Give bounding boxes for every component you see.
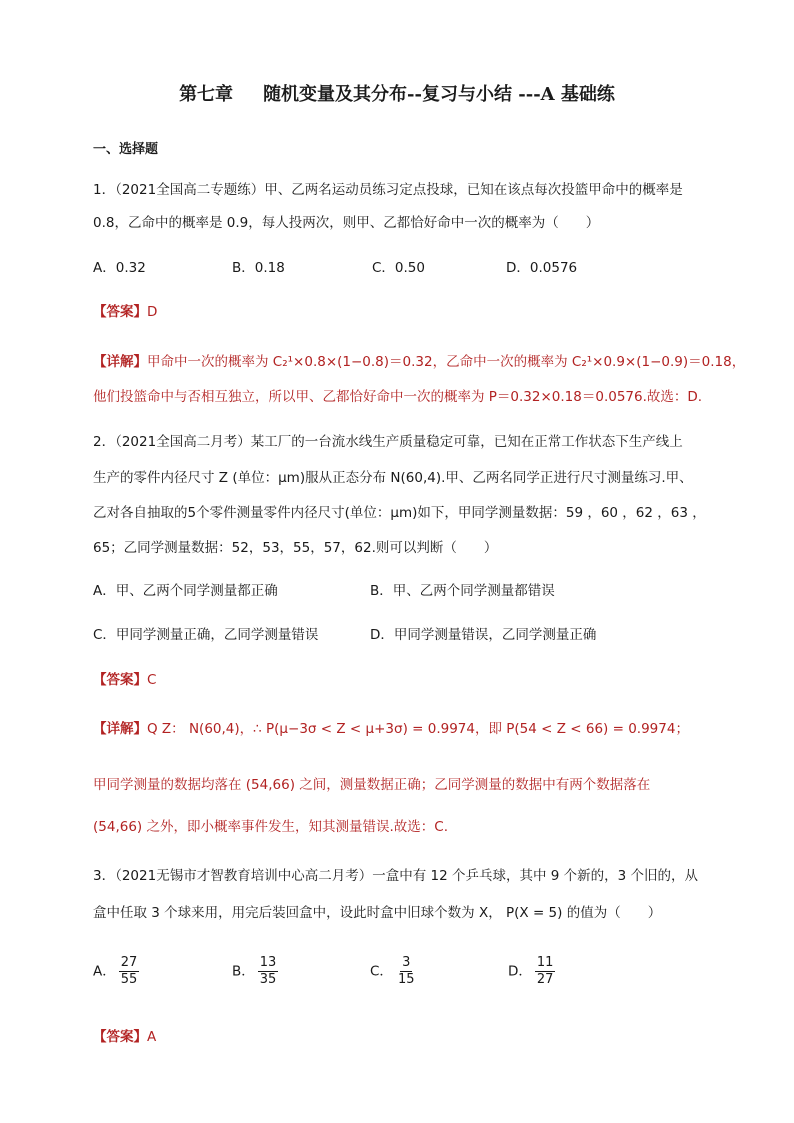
answer-tag: 【答案】 — [93, 1029, 147, 1045]
option-label: B． — [232, 963, 255, 980]
q2-answer — [93, 668, 156, 688]
chapter-label: 第七章 — [179, 84, 234, 105]
answer-tag: 【答案】 — [93, 672, 147, 688]
fraction-numerator: 11 — [536, 955, 554, 970]
q3-option-a — [93, 955, 139, 988]
q2-detail-line2: 甲同学测量的数据均落在 (54,66) 之间，测量数据正确；乙同学测量的数据中有两个数据落在 — [93, 777, 651, 793]
q3-option-d — [508, 955, 555, 988]
option-label: A． — [93, 963, 116, 980]
q3-answer — [93, 1025, 156, 1045]
q3-stem-line1: 3．（2021无锡市才智教育培训中心高二月考）一盒中有 12 个乒乓球，其中 9 个新的，3 个旧的，从 — [93, 868, 699, 884]
q2-detail-line1 — [93, 717, 689, 737]
option-fraction — [535, 955, 556, 988]
answer-tag: 【答案】 — [93, 304, 147, 320]
fraction-denominator: 55 — [120, 972, 138, 987]
q2-option-a: A．甲、乙两个同学测量都正确 — [93, 583, 278, 599]
q2-option-d: D．甲同学测量错误，乙同学测量正确 — [370, 627, 597, 643]
q2-stem-line4: 65；乙同学测量数据：52，53，55，57，62.则可以判断（ ） — [93, 540, 498, 556]
detail-text: 甲命中一次的概率为 C₂¹×0.8×(1−0.8)＝0.32，乙命中一次的概率为 C₂¹×0.9×(1−0.9)＝0.18， — [147, 354, 746, 370]
option-fraction — [119, 955, 140, 988]
fraction-numerator: 3 — [402, 955, 411, 970]
option-label: D． — [508, 963, 532, 980]
q1-detail-line1 — [93, 350, 745, 370]
chapter-topic: 随机变量及其分布--复习与小结 ---A 基础练 — [263, 84, 615, 105]
fraction-denominator: 35 — [259, 972, 277, 987]
section-heading: 一、选择题 — [93, 142, 159, 157]
q1-option-c: C．0.50 — [372, 260, 425, 276]
q1-stem-line1: 1．（2021全国高二专题练）甲、乙两名运动员练习定点投球，已知在该点每次投篮甲命中的概率是 — [93, 182, 683, 198]
q2-detail-line3: (54,66) 之外，即小概率事件发生，知其测量错误.故选：C. — [93, 819, 448, 835]
q1-option-d: D．0.0576 — [506, 260, 578, 276]
q2-option-c: C．甲同学测量正确，乙同学测量错误 — [93, 627, 319, 643]
q2-option-b: B．甲、乙两个同学测量都错误 — [370, 583, 555, 599]
q3-stem-line2: 盒中任取 3 个球来用，用完后装回盒中，设此时盒中旧球个数为 X， P(X = 5) 的值为（ ） — [93, 905, 662, 921]
q1-option-b: B．0.18 — [232, 260, 285, 276]
detail-text: Q Z： N(60,4)，∴ P(μ−3σ < Z < μ+3σ) = 0.9974，即 P(54 < Z < 66) = 0.9974； — [147, 721, 689, 737]
q2-stem-line2: 生产的零件内径尺寸 Z (单位：μm)服从正态分布 N(60,4).甲、乙两名同学正进行尺寸测量练习.甲、 — [93, 470, 693, 486]
answer-value: C — [147, 672, 157, 688]
q1-option-a: A．0.32 — [93, 260, 146, 276]
option-fraction — [258, 955, 279, 988]
q1-stem-line2: 0.8，乙命中的概率是 0.9，每人投两次，则甲、乙都恰好命中一次的概率为（ ） — [93, 215, 600, 231]
answer-value: A — [147, 1029, 157, 1045]
page-title — [0, 80, 794, 106]
fraction-denominator: 27 — [536, 972, 554, 987]
q3-option-b — [232, 955, 278, 988]
q1-answer — [93, 300, 157, 320]
detail-tag: 【详解】 — [93, 721, 147, 737]
q3-option-c — [370, 955, 416, 988]
answer-value: D — [147, 304, 158, 320]
fraction-numerator: 13 — [259, 955, 277, 970]
fraction-denominator: 15 — [397, 972, 415, 987]
q2-stem-line1: 2．（2021全国高二月考）某工厂的一台流水线生产质量稳定可靠，已知在正常工作状态下生产线上 — [93, 434, 683, 450]
option-label: C． — [370, 963, 393, 980]
q2-stem-line3: 乙对各自抽取的5个零件测量零件内径尺寸(单位：μm)如下，甲同学测量数据：59 ，60 ，62 ，63 ， — [93, 505, 706, 521]
fraction-numerator: 27 — [120, 955, 138, 970]
option-fraction — [396, 955, 417, 988]
detail-tag: 【详解】 — [93, 354, 147, 370]
q1-detail-line2: 他们投篮命中与否相互独立，所以甲、乙都恰好命中一次的概率为 P＝0.32×0.18＝0.0576.故选：D. — [93, 389, 703, 405]
